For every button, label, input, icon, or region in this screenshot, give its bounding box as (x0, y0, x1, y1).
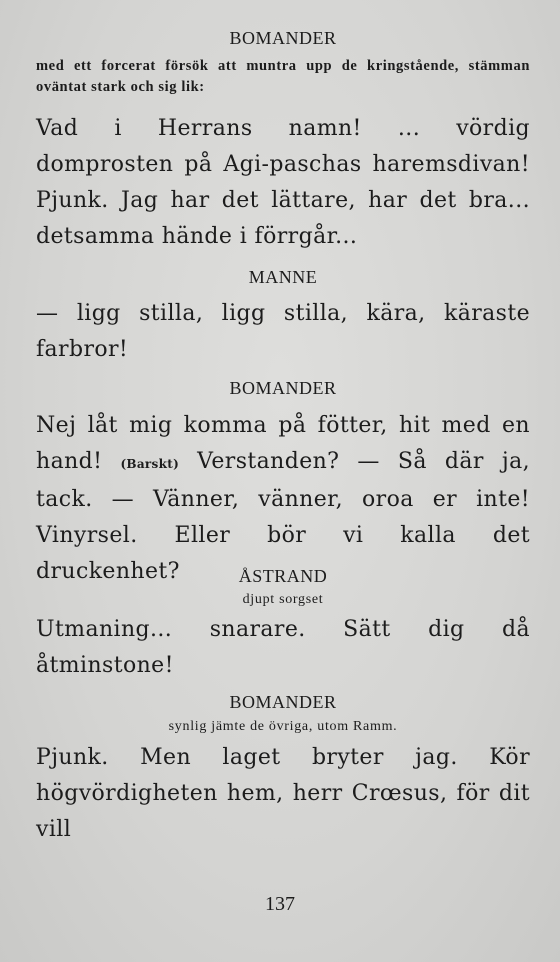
dialogue-text: Pjunk. Men laget bryter jag. Kör högvördigheten hem, herr Crœsus, för dit vill (36, 745, 530, 843)
stage-direction: med ett forcerat försök att muntra upp de kringstående, stämman oväntat stark och sig lik: (36, 57, 530, 95)
speaker-name: MANNE (248, 266, 318, 287)
speaker-name: ÅSTRAND (238, 565, 328, 586)
speaker-name: BOMANDER (229, 378, 337, 399)
inline-stage-direction: (Barskt) (120, 456, 180, 471)
speaker-name: BOMANDER (229, 28, 337, 48)
stage-direction: djupt sorgset (242, 592, 324, 608)
dialogue-text: Vad i Herrans namn! ... vördig domprosten på Agi-paschas haremsdivan! Pjunk. Jag har det lättare, har det bra... detsamma hände i förrgår... (36, 115, 530, 249)
dialogue-text: Utmaning... snarare. Sätt dig då åtminstone! (36, 616, 530, 678)
dialogue-text: — ligg stilla, ligg stilla, kära, käraste farbror! (36, 301, 530, 363)
dialogue-part: Verstanden? — Så där ja, tack. — Vänner, vänner, oroa er inte! Vinyrsel. Eller bör vi kalla det druckenhet? (36, 448, 531, 584)
speaker-name: BOMANDER (229, 691, 337, 712)
stage-direction: synlig jämte de övriga, utom Ramm. (168, 719, 398, 735)
page-number: 137 (265, 893, 295, 915)
dialogue-part: Nej låt mig komma på fötter, hit med en hand! (36, 412, 530, 474)
